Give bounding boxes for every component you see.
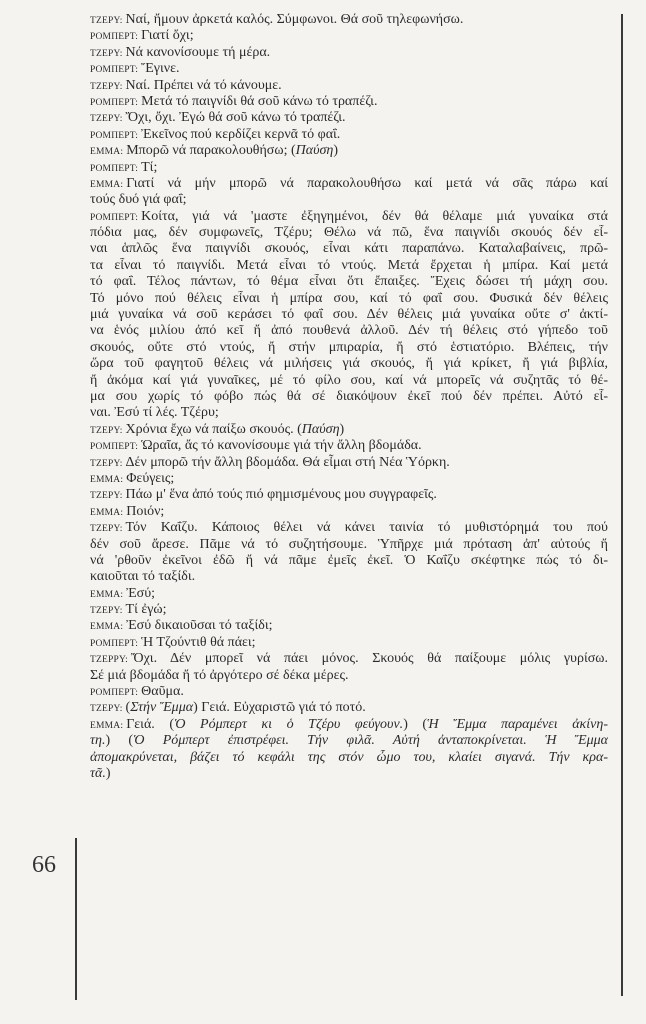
spoken-text: Τί;	[141, 159, 158, 175]
dialogue-continuation-line	[90, 569, 608, 585]
left-margin-rule	[75, 838, 77, 1000]
dialogue-continuation-line	[90, 766, 608, 782]
speaker-name: ΡΟΜΠΕΡΤ:	[90, 163, 139, 174]
speaker-name: ΤΖΕΡΥ:	[90, 491, 123, 502]
spoken-text: Γιατί ὄχι;	[141, 28, 194, 44]
spoken-text: Ἐσύ δικαιοῦσαι τό ταξίδι;	[126, 618, 273, 634]
dialogue-line	[90, 471, 608, 487]
spoken-text: (	[125, 700, 131, 716]
speaker-name: ΡΟΜΠΕΡΤ:	[90, 688, 139, 699]
stage-direction: Παύση	[301, 421, 340, 437]
dialogue-line	[90, 110, 608, 126]
speaker-name: ΤΖΕΡΥ:	[90, 114, 123, 125]
dialogue-line	[90, 160, 608, 176]
speaker-name: ΡΟΜΠΕΡΤ:	[90, 638, 139, 649]
spoken-text: Γειά. (	[126, 716, 174, 732]
spoken-text: Τόν Καΐζυ. Κάποιος θέλει νά κάνει ταινία τό μυθιστόρημά του πού	[125, 520, 608, 536]
spoken-text: Ἐσύ;	[126, 585, 156, 601]
spoken-text: να ἑνός μιλίου ἀπό κεῖ ἤ ἀπό πουθενά ἀλλοῦ. Δέν τή θέλεις στό γήπεδο τοῦ	[90, 323, 608, 339]
speaker-name: ΡΟΜΠΕΡΤ:	[90, 442, 139, 453]
spoken-text: Ὄχι, ὄχι. Ἐγώ θά σοῦ κάνω τό τραπέζι.	[125, 110, 346, 126]
spoken-text: )	[339, 421, 345, 437]
speaker-name: ΤΖΕΡΥ:	[90, 704, 123, 715]
dialogue-continuation-line	[90, 258, 608, 274]
stage-direction: ἀπομακρύνεται, βάζει τό κεφάλι της στόν ὦμο του, κλαίει σιγανά. Τήν κρα-	[90, 749, 608, 765]
dialogue-continuation-line	[90, 323, 608, 339]
spoken-text: πόδια μας, δέν συμφωνεῖς, Τζέρυ; Θέλω νά πῶ, ἕνα παιγνίδι σκουός δέν εἶ-	[90, 225, 608, 241]
stage-direction: τᾶ.	[90, 765, 106, 781]
spoken-text: ναι. Ἐσύ τί λές. Τζέρυ;	[90, 405, 219, 421]
dialogue-continuation-line	[90, 373, 608, 389]
spoken-text: τούς δυό γιά φαΐ;	[90, 192, 187, 208]
dialogue-line	[90, 455, 608, 471]
speaker-name: ΕΜΜΑ:	[90, 622, 124, 633]
speaker-name: ΤΖΕΡΥ:	[90, 524, 123, 535]
speaker-name: ΕΜΜΑ:	[90, 147, 124, 158]
speaker-name: ΕΜΜΑ:	[90, 179, 124, 190]
dialogue-line	[90, 700, 608, 716]
dialogue-line	[90, 422, 608, 438]
speaker-name: ΤΖΕΡΥ:	[90, 16, 123, 26]
stage-direction: Παύση	[295, 143, 334, 159]
dialogue-continuation-line	[90, 553, 608, 569]
play-dialogue-text	[90, 12, 608, 782]
dialogue-continuation-line	[90, 356, 608, 372]
spoken-text: )	[333, 143, 339, 159]
dialogue-line	[90, 209, 608, 225]
dialogue-continuation-line	[90, 750, 608, 766]
speaker-name: ΡΟΜΠΕΡΤ:	[90, 212, 139, 223]
spoken-text: Ἡ Τζούντιθ θά πάει;	[141, 634, 256, 650]
dialogue-continuation-line	[90, 668, 608, 684]
spoken-text: Ναί. Πρέπει νά τό κάνουμε.	[125, 77, 282, 93]
dialogue-line	[90, 438, 608, 454]
dialogue-continuation-line	[90, 291, 608, 307]
spoken-text: ναι ἁπλῶς ἕνα παιγνίδι σκουός, εἶναι κάτι παραπάνω. Καταλαβαίνεις, πρῶ-	[90, 241, 608, 257]
dialogue-line	[90, 12, 608, 28]
spoken-text: Γιατί νά μήν μπορῶ νά παρακολουθήσω καί μετά νά σᾶς πάρω καί	[126, 175, 608, 191]
spoken-text: Ἔγινε.	[141, 61, 180, 77]
speaker-name: ΡΟΜΠΕΡΤ:	[90, 65, 139, 76]
spoken-text: ) Γειά. Εὐχαριστῶ γιά τό ποτό.	[193, 700, 366, 716]
dialogue-continuation-line	[90, 241, 608, 257]
dialogue-continuation-line	[90, 389, 608, 405]
dialogue-line	[90, 618, 608, 634]
spoken-text: καιοῦται τό ταξίδι.	[90, 569, 196, 585]
stage-direction: Ἡ Ἔμμα παραμένει ἀκίνη-	[427, 716, 608, 732]
spoken-text: Ἐκεῖνος πού κερδίζει κερνᾶ τό φαΐ.	[141, 126, 341, 142]
spoken-text: Πάω μ' ἕνα ἀπό τούς πιό φημισμένους μου συγγραφεῖς.	[125, 487, 437, 503]
right-margin-rule	[621, 14, 623, 996]
spoken-text: Ὡραῖα, ἄς τό κανονίσουμε γιά τήν ἄλλη βδομάδα.	[141, 438, 422, 454]
speaker-name: ΤΖΕΡΥ:	[90, 81, 123, 92]
spoken-text: Τό μόνο πού θέλεις εἶναι ἡ μπίρα σου, καί τό φαΐ σου. Φυσικά δέν θέλεις	[90, 290, 608, 306]
dialogue-line	[90, 717, 608, 733]
spoken-text: Φεύγεις;	[126, 470, 175, 486]
spoken-text: Ὄχι. Δέν μπορεῖ νά πάει μόνος. Σκουός θά παίξουμε μόλις γυρίσω.	[131, 651, 608, 667]
spoken-text: ) (	[403, 716, 428, 732]
speaker-name: ΤΖΕΡΥ:	[90, 425, 123, 436]
spoken-text: ἤ ἀκόμα καί γιά γυναῖκες, μέ τό φίλο σου, καί νά μπορεῖς νά συζητᾶς τό θέ-	[90, 372, 608, 388]
spoken-text: τό φαΐ. Τέλος πάντων, τό θέμα εἶναι ὅτι ἔπαιξες. Ἔχεις δώσει τή μάχη σου.	[90, 274, 608, 290]
dialogue-line	[90, 520, 608, 536]
dialogue-line	[90, 487, 608, 503]
spoken-text: Τί ἐγώ;	[125, 602, 167, 618]
spoken-text: μιά γυναίκα νά σοῦ κεράσει τό φαΐ σου. Δέν θέλεις μιά γυναίκα οὔτε σ' ἀκτί-	[90, 307, 608, 323]
dialogue-line	[90, 602, 608, 618]
spoken-text: Νά κανονίσουμε τή μέρα.	[125, 44, 271, 60]
speaker-name: ΤΖΕΡΥ:	[90, 458, 123, 469]
dialogue-line	[90, 61, 608, 77]
spoken-text: μα σου χωρίς τό φόβο πώς θά σέ διακόψουν ἐκεῖ πού δέν πρέπει. Αὐτό εἶ-	[90, 388, 608, 404]
spoken-text: )	[105, 765, 111, 781]
speaker-name: ΤΖΕΡΥ:	[90, 48, 123, 59]
spoken-text: Μετά τό παιγνίδι θά σοῦ κάνω τό τραπέζι.	[141, 93, 378, 109]
dialogue-line	[90, 28, 608, 44]
stage-direction: Ὁ Ρόμπερτ κι ὁ Τζέρυ φεύγουν.	[174, 716, 404, 732]
spoken-text: ὥρα τοῦ φαγητοῦ θέλεις νά μιλήσεις γιά σκουός, ἤ γιά κρίκετ, ἤ γιά βιβλία,	[90, 356, 608, 372]
dialogue-continuation-line	[90, 225, 608, 241]
spoken-text: σκουός, οὔτε στό ντούς, ἤ στήν μπιραρία, ἤ στό ἑστιατόριο. Βλέπεις, τήν	[90, 339, 608, 355]
spoken-text: δέν σοῦ ἄρεσε. Πᾶμε νά τό συζητήσουμε. Ὑπῆρχε μιά πρόταση ἀπ' αὐτούς ἤ	[90, 536, 608, 552]
spoken-text: Χρόνια ἔχω νά παίξω σκουός. (	[125, 421, 302, 437]
dialogue-continuation-line	[90, 537, 608, 553]
dialogue-continuation-line	[90, 307, 608, 323]
speaker-name: ΤΖΕΡΡΥ:	[90, 655, 129, 666]
dialogue-line	[90, 94, 608, 110]
dialogue-line	[90, 635, 608, 651]
dialogue-continuation-line	[90, 192, 608, 208]
dialogue-line	[90, 504, 608, 520]
spoken-text: Ναί, ἤμουν ἀρκετά καλός. Σύμφωνοι. Θά σοῦ τηλεφωνήσω.	[125, 12, 464, 27]
speaker-name: ΕΜΜΑ:	[90, 589, 124, 600]
spoken-text: ) (	[105, 733, 134, 749]
page-number: 66	[32, 852, 56, 878]
dialogue-line	[90, 78, 608, 94]
speaker-name: ΤΖΕΡΥ:	[90, 606, 123, 617]
spoken-text: Ποιόν;	[126, 503, 165, 519]
dialogue-line	[90, 684, 608, 700]
dialogue-continuation-line	[90, 340, 608, 356]
stage-direction: Στήν Ἔμμα	[130, 700, 194, 716]
dialogue-line	[90, 651, 608, 667]
spoken-text: Κοίτα, γιά νά 'μαστε ἐξηγημένοι, δέν θά θέλαμε μιά γυναίκα στά	[141, 208, 608, 224]
dialogue-line	[90, 143, 608, 159]
speaker-name: ΡΟΜΠΕΡΤ:	[90, 32, 139, 43]
dialogue-line	[90, 127, 608, 143]
speaker-name: ΕΜΜΑ:	[90, 720, 124, 731]
stage-direction: Ὁ Ρόμπερτ ἐπιστρέφει. Τήν φιλᾶ. Αὐτή ἀνταποκρίνεται. Ἡ Ἔμμα	[133, 733, 608, 749]
speaker-name: ΡΟΜΠΕΡΤ:	[90, 130, 139, 141]
dialogue-continuation-line	[90, 274, 608, 290]
spoken-text: Σέ μιά βδομάδα ἤ τό ἀργότερο σέ δέκα μέρες.	[90, 667, 349, 683]
speaker-name: ΡΟΜΠΕΡΤ:	[90, 97, 139, 108]
dialogue-line	[90, 586, 608, 602]
dialogue-line	[90, 45, 608, 61]
spoken-text: Μπορῶ νά παρακολουθήσω; (	[126, 143, 296, 159]
speaker-name: ΕΜΜΑ:	[90, 507, 124, 518]
speaker-name: ΕΜΜΑ:	[90, 474, 124, 485]
spoken-text: Δέν μπορῶ τήν ἄλλη βδομάδα. Θά εἶμαι στή Νέα Ὑόρκη.	[125, 454, 450, 470]
dialogue-continuation-line	[90, 405, 608, 421]
stage-direction: τη.	[90, 733, 106, 749]
spoken-text: τα εἶναι τό παιγνίδι. Μετά εἶναι τό ντούς. Μετά ἔρχεται ἡ μπίρα. Καί μετά	[90, 257, 608, 273]
spoken-text: νά 'ρθοῦν ἐκεῖνοι ἐδῶ ἤ νά πᾶμε ἐμεῖς ἐκεῖ. Ὁ Καΐζυ σκέφτηκε πώς τό δι-	[90, 552, 608, 568]
dialogue-line	[90, 176, 608, 192]
spoken-text: Θαῦμα.	[141, 684, 184, 700]
dialogue-continuation-line	[90, 733, 608, 749]
